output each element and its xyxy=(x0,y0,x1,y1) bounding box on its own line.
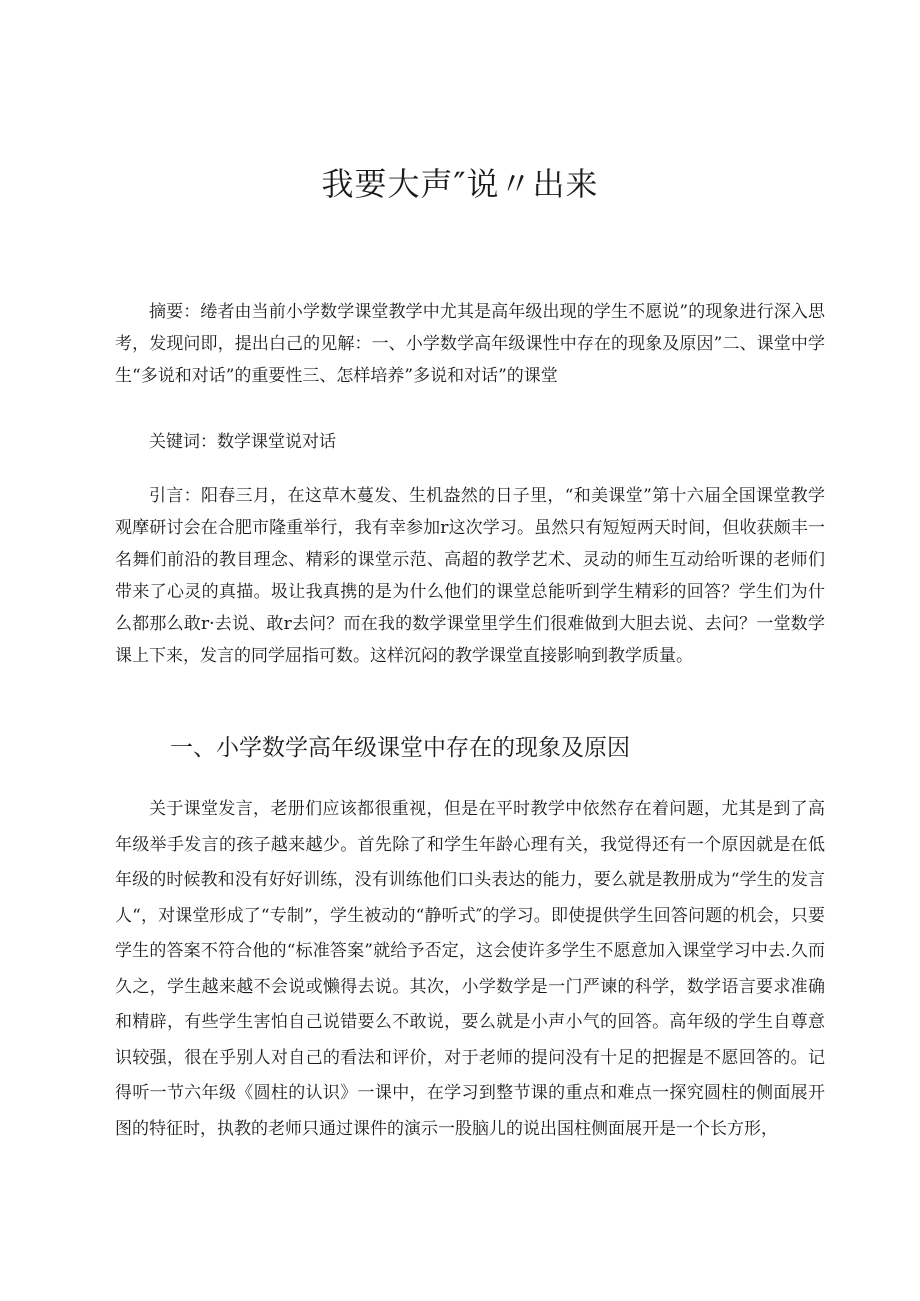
document-title: 我要大声″说〃出来 xyxy=(321,165,599,203)
abstract-paragraph: 摘要：绻者由当前小学数学课堂教学中尤其是高年级出现的学生不愿说”的现象进行深入思考，发现问即，提出白己的见解：一、小学数学高年级课性中存在的现象及原因”二、课堂中学生“多说和对话”的重要性三、怎样培养”多说和对话”的课堂 xyxy=(115,302,825,386)
keywords-paragraph: 关键词：数学课堂说对话 xyxy=(149,432,336,452)
section-heading: 一、小学数学高年级课堂中存在的现象及原因 xyxy=(170,735,630,761)
intro-paragraph: 引言：阳春三月，在这草木蔓发、生机盎然的日子里，“和美课堂”第十六届全国课堂教学观摩研讨会在合肥市隆重举行，我有幸参加r这次学习。虽然只有短短两天时间，但收获颇丰一名舞们前沿的教目理念、精彩的课堂示范、高超的教学艺术、灵动的师生互动给听课的老师们带来了心灵的真描。圾让我真携的是为什么他们的课堂总能听到学生精彩的回答？学生们为什么都那么敢r·去说、敢r去问？而在我的数学课堂里学生们很难做到大胆去说、去问？一堂数学课上下来，发言的同学屈指可数。这样沉闷的教学课堂直接影响到教学质量。 xyxy=(115,486,825,666)
body-paragraph: 关于课堂发言，老册们应该都很重视，但是在平时教学中依然存在着问题，尤其是到了高年级举手发言的孩子越来越少。首先除了和学生年龄心理有关，我觉得还有一个原因就是在低年级的时候教和没有好好训练，没有训练他们口头表达的能力，要么就是教册成为“学生的发言人“，对课堂形成了“专制”，学生被动的“静听式″的学习。即使提供学生回答问题的机会，只要学生的答案不符合他的“标准答案”就给予否定，这会使许多学生不愿意加入课堂学习中去.久而久之，学生越来越不会说或懒得去说。其次，小学数学是一门严谏的科学，数学语言要求准确和精辟，有些学生害怕自己说错要么不敢说，要么就是小声小气的回答。高年级的学生自尊意识较强，很在乎别人对自己的看法和评价，对于老师的提问没有十足的把握是不愿回答的。记得听一节六年级《圆柱的认识》一课中，在学习到整节课的重点和难点一探究圆柱的侧面展开图的特征时，执教的老师只通过课件的演示一股脑儿的说出国柱侧面展开是一个长方形， xyxy=(115,799,825,1139)
